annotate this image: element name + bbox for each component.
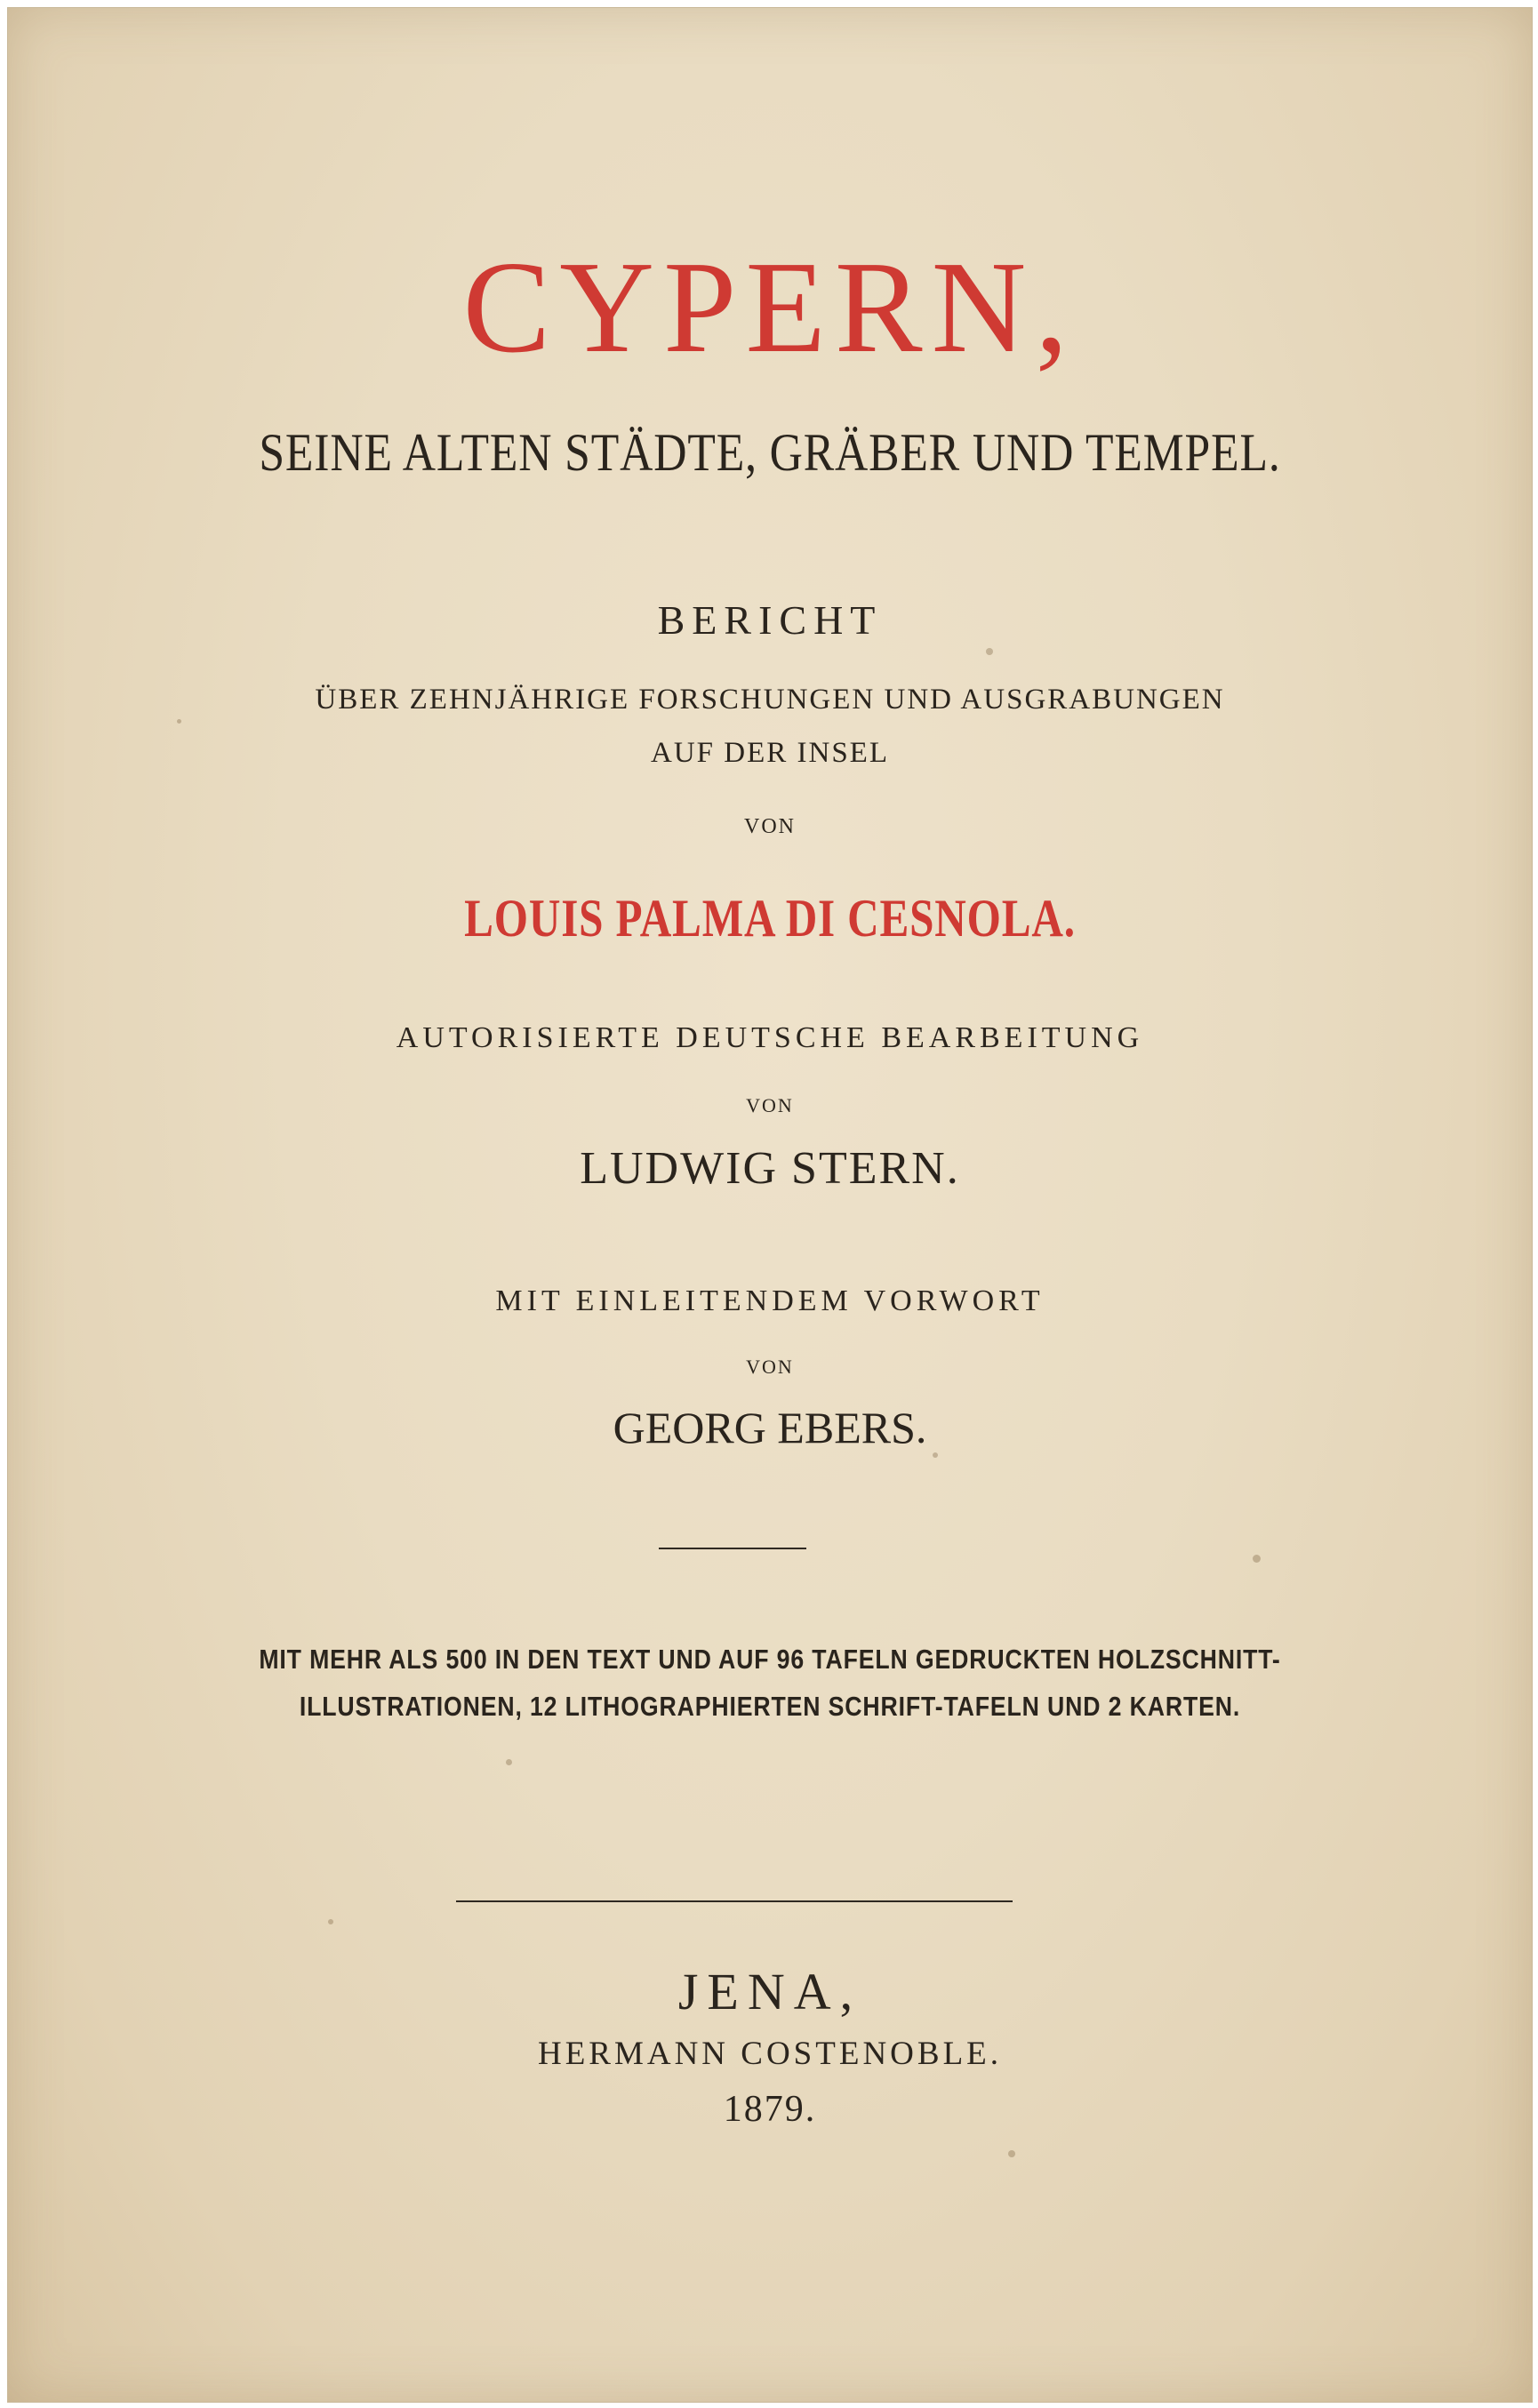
illustrations-note-line-1: MIT MEHR ALS 500 IN DEN TEXT UND AUF 96 TAFELN GEDRUCKTEN HOLZSCHNITT-: [259, 1644, 1281, 1675]
book-title: CYPERN,: [462, 235, 1077, 380]
translator-name: LUDWIG STERN.: [580, 1143, 960, 1194]
paper-spot: [933, 1452, 938, 1458]
paper-spot: [986, 648, 993, 655]
by-preface-label: VON: [746, 1356, 794, 1378]
long-divider: [456, 1900, 1013, 1902]
by-translator-label: VON: [746, 1094, 794, 1116]
illustrations-note-line-2: ILLUSTRATIONEN, 12 LITHOGRAPHIERTEN SCHRIFT-TAFELN UND 2 KARTEN.: [299, 1691, 1241, 1722]
imprint-city: JENA,: [677, 1963, 862, 2020]
paper-spot: [1253, 1555, 1261, 1563]
imprint-year: 1879.: [723, 2089, 817, 2130]
report-heading: BERICHT: [657, 597, 883, 643]
by-author-label: VON: [744, 815, 796, 838]
book-subtitle: SEINE ALTEN STÄDTE, GRÄBER UND TEMPEL.: [259, 423, 1281, 482]
imprint-publisher: HERMANN COSTENOBLE.: [537, 2036, 1003, 2072]
title-page: [7, 7, 1533, 2403]
translation-note: AUTORISIERTE DEUTSCHE BEARBEITUNG: [396, 1021, 1144, 1054]
paper-spot: [1008, 2150, 1015, 2157]
report-description-line-1: ÜBER ZEHNJÄHRIGE FORSCHUNGEN UND AUSGRABUNGEN: [315, 684, 1225, 716]
paper-spot: [328, 1919, 333, 1924]
preface-author-name: GEORG EBERS.: [613, 1403, 927, 1452]
preface-note: MIT EINLEITENDEM VORWORT: [495, 1284, 1045, 1317]
paper-spot: [506, 1759, 512, 1765]
author-name: LOUIS PALMA DI CESNOLA.: [464, 889, 1076, 948]
report-description-line-2: AUF DER INSEL: [650, 737, 889, 769]
short-divider: [659, 1548, 806, 1549]
paper-spot: [177, 719, 181, 724]
